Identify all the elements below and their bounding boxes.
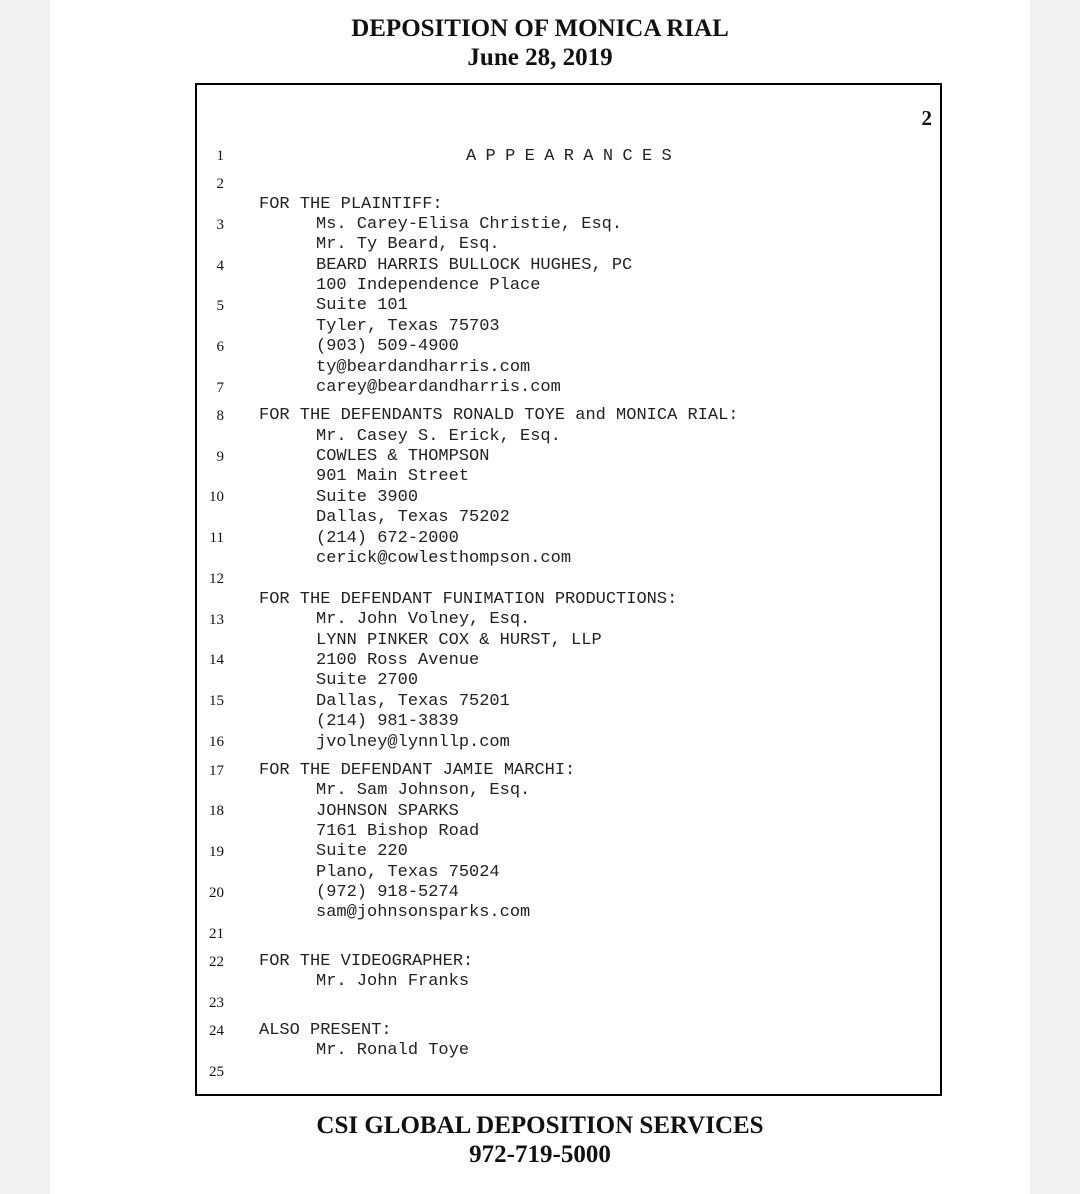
appearance-line: (972) 918-5274 — [316, 883, 459, 902]
appearance-line: 901 Main Street — [316, 467, 470, 486]
appearance-line: jvolney@lynnllp.com — [316, 733, 510, 752]
appearance-line: 2100 Ross Avenue — [316, 651, 480, 670]
appearance-line: carey@beardandharris.com — [316, 378, 561, 397]
appearance-line: Suite 3900 — [316, 488, 419, 507]
section-title: APPEARANCES — [466, 147, 682, 166]
line-number: 4 — [216, 258, 224, 274]
line-number: 8 — [216, 408, 224, 424]
line-number: 23 — [209, 995, 224, 1011]
appearance-line: Plano, Texas 75024 — [316, 863, 500, 882]
line-number: 13 — [209, 612, 224, 628]
appearance-line: Mr. Casey S. Erick, Esq. — [316, 427, 561, 446]
line-number: 3 — [216, 217, 224, 233]
line-number: 22 — [209, 954, 224, 970]
line-number: 21 — [209, 926, 224, 942]
line-number: 17 — [209, 763, 224, 779]
appearance-line: (214) 672-2000 — [316, 529, 459, 548]
line-number: 2 — [216, 176, 224, 192]
footer-company: CSI GLOBAL DEPOSITION SERVICES — [316, 1112, 764, 1139]
appearance-line: Ms. Carey-Elisa Christie, Esq. — [316, 215, 623, 234]
line-number: 25 — [209, 1064, 224, 1080]
line-number: 16 — [209, 734, 224, 750]
section-heading: ALSO PRESENT: — [259, 1021, 392, 1040]
line-number: 20 — [209, 885, 224, 901]
line-number: 24 — [209, 1023, 224, 1039]
deposition-date: June 28, 2019 — [467, 44, 613, 71]
deposition-title: DEPOSITION OF MONICA RIAL — [351, 15, 729, 42]
page-number: 2 — [921, 106, 932, 130]
appearance-line: COWLES & THOMPSON — [316, 447, 490, 466]
line-number: 10 — [209, 489, 224, 505]
appearance-line: Suite 220 — [316, 842, 408, 861]
appearance-line: Mr. Ty Beard, Esq. — [316, 235, 500, 254]
appearance-line: sam@johnsonsparks.com — [316, 903, 531, 922]
line-number: 12 — [209, 571, 224, 587]
appearance-line: Mr. John Volney, Esq. — [316, 610, 531, 629]
line-number: 9 — [216, 449, 224, 465]
appearance-line: cerick@cowlesthompson.com — [316, 549, 572, 568]
appearance-line: Tyler, Texas 75703 — [316, 317, 500, 336]
appearance-line: (903) 509-4900 — [316, 337, 459, 356]
line-number: 7 — [216, 380, 224, 396]
line-number: 19 — [209, 844, 224, 860]
footer-phone: 972-719-5000 — [469, 1141, 611, 1168]
appearance-line: Mr. Sam Johnson, Esq. — [316, 781, 531, 800]
section-heading: FOR THE DEFENDANT FUNIMATION PRODUCTIONS: — [259, 590, 678, 609]
appearance-line: ty@beardandharris.com — [316, 358, 531, 377]
appearance-line: LYNN PINKER COX & HURST, LLP — [316, 631, 602, 650]
line-number: 5 — [216, 298, 224, 314]
section-heading: FOR THE DEFENDANTS RONALD TOYE and MONICA RIAL: — [259, 406, 739, 425]
appearance-line: Suite 2700 — [316, 671, 419, 690]
appearance-line: 100 Independence Place — [316, 276, 541, 295]
section-heading: FOR THE VIDEOGRAPHER: — [259, 952, 474, 971]
section-heading: FOR THE DEFENDANT JAMIE MARCHI: — [259, 761, 576, 780]
appearance-line: Dallas, Texas 75201 — [316, 692, 510, 711]
appearance-line: 7161 Bishop Road — [316, 822, 480, 841]
line-number: 15 — [209, 693, 224, 709]
appearance-line: Dallas, Texas 75202 — [316, 508, 510, 527]
line-number: 14 — [209, 652, 224, 668]
appearance-line: BEARD HARRIS BULLOCK HUGHES, PC — [316, 256, 633, 275]
appearance-line: Suite 101 — [316, 296, 408, 315]
appearance-line: JOHNSON SPARKS — [316, 802, 459, 821]
line-number: 11 — [209, 530, 224, 546]
line-number: 1 — [216, 148, 224, 164]
appearance-line: Mr. Ronald Toye — [316, 1041, 470, 1060]
section-heading: FOR THE PLAINTIFF: — [259, 195, 443, 214]
appearance-line: (214) 981-3839 — [316, 712, 459, 731]
line-number: 18 — [209, 803, 224, 819]
line-number: 6 — [216, 339, 224, 355]
appearance-line: Mr. John Franks — [316, 972, 470, 991]
